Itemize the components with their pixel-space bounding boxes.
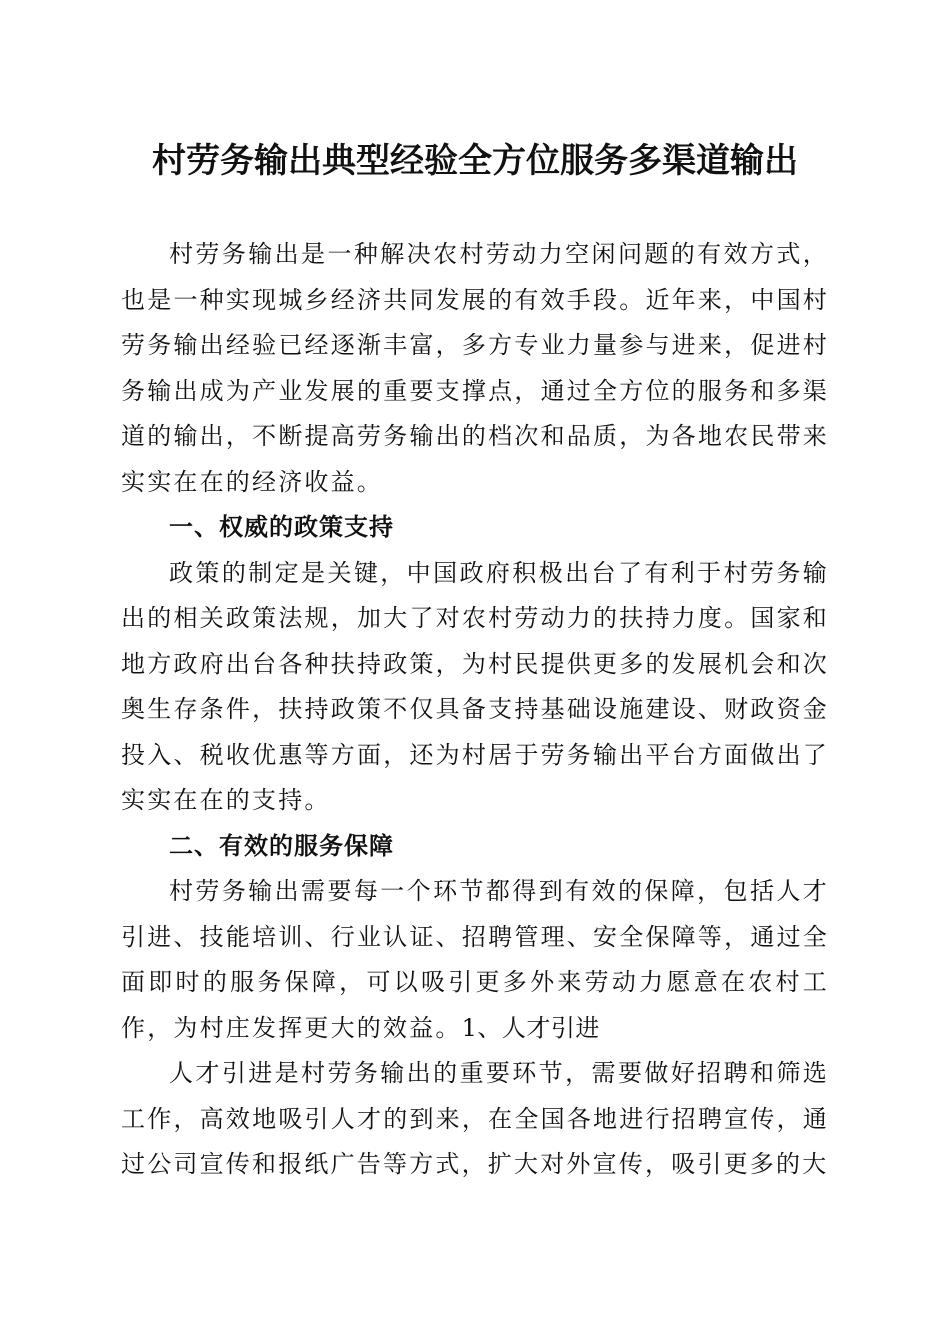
section-heading-policy-support: 一、权威的政策支持 (169, 513, 394, 541)
talent-introduction-paragraph: 人才引进是村劳务输出的重要环节，需要做好招聘和筛选工作，高效地吸引人才的到来，在全国各地进行招聘宣传，通过公司宣传和报纸广告等方式，扩大对外宣传，吸引更多的大 (121, 1059, 829, 1178)
policy-support-paragraph: 政策的制定是关键，中国政府积极出台了有利于村劳务输出的相关政策法规，加大了对农村劳动力的扶持力度。国家和地方政府出台各种扶持政策，为村民提供更多的发展机会和次奥生存条件，扶持政策不仅具备支持基础设施建设、财政资金投入、税收优惠等方面，还为村居于劳务输出平台方面做出了实实在在的支持。 (121, 558, 829, 814)
document-title: 村劳务输出典型经验全方位服务多渠道输出 (152, 141, 798, 181)
service-guarantee-paragraph (121, 869, 829, 1051)
subsection-heading-talent-introduction: 1、人才引进 (461, 1013, 600, 1042)
section-heading-service-guarantee: 二、有效的服务保障 (169, 831, 394, 860)
service-guarantee-text: 村劳务输出需要每一个环节都得到有效的保障，包括人才引进、技能培训、行业认证、招聘管理、安全保障等，通过全面即时的服务保障，可以吸引更多外来劳动力愿意在农村工作，为村庄发挥更大的效益。 (121, 877, 829, 1042)
document-body (121, 232, 829, 1188)
intro-paragraph: 村劳务输出是一种解决农村劳动力空闲问题的有效方式，也是一种实现城乡经济共同发展的有效手段。近年来，中国村劳务输出经验已经逐渐丰富，多方专业力量参与进来，促进村务输出成为产业发展的重要支撑点，通过全方位的服务和多渠道的输出，不断提高劳务输出的档次和品质，为各地农民带来实实在在的经济收益。 (121, 240, 829, 496)
